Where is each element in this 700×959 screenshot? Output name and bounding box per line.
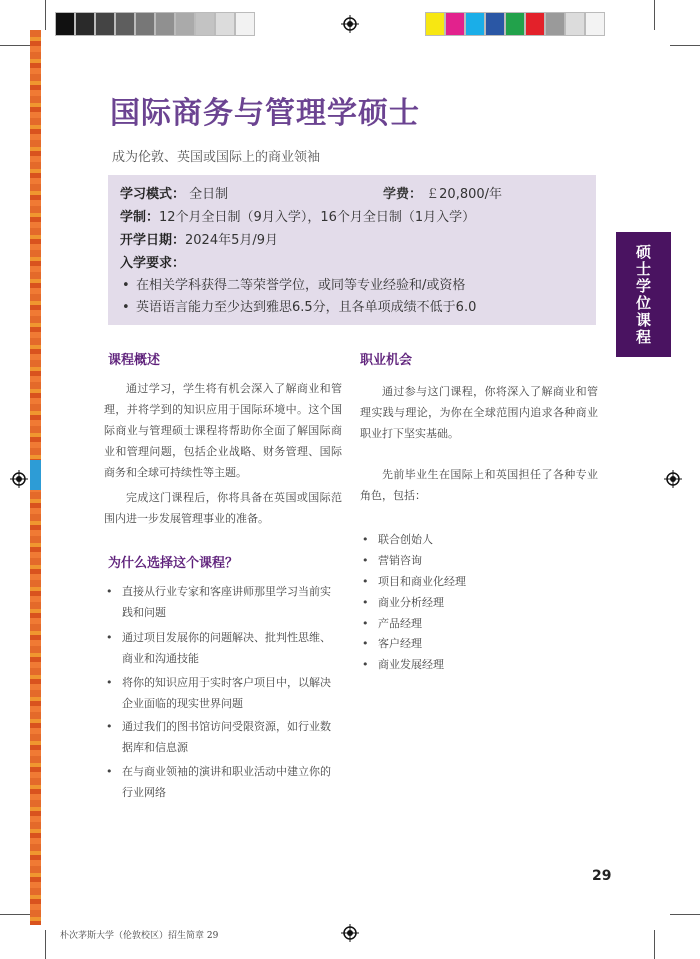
decorative-edge-accent <box>30 460 41 490</box>
why-item: • 在与商业领袖的演讲和职业活动中建立你的行业网络 <box>106 761 340 803</box>
overview-paragraph-2: 完成这门课程后，你将具备在英国或国际范围内进一步发展管理事业的准备。 <box>104 491 342 525</box>
career-role-item: • 产品经理 <box>362 613 592 634</box>
color-swatch <box>115 12 135 36</box>
crop-mark <box>670 45 700 46</box>
crop-mark <box>45 0 46 30</box>
color-swatch <box>425 12 445 36</box>
why-item: • 通过项目发展你的问题解决、批判性思维、商业和沟通技能 <box>106 627 340 669</box>
career-heading: 职业机会 <box>360 353 413 368</box>
color-swatch <box>195 12 215 36</box>
color-swatch <box>585 12 605 36</box>
color-swatch <box>525 12 545 36</box>
fee-row <box>383 183 502 206</box>
color-swatch <box>445 12 465 36</box>
color-swatch <box>485 12 505 36</box>
requirements-label: 入学要求： <box>120 256 186 271</box>
section-side-tab <box>616 232 671 357</box>
start-date-label: 开学日期： <box>120 233 186 248</box>
start-date-value: 2024年5月/9月 <box>185 233 279 248</box>
registration-mark-icon <box>341 924 359 942</box>
career-paragraph-1: 通过参与这门课程，你将深入了解商业和管理实践与理论，为你在全球范围内追求各种商业职业打下坚实基础。 <box>360 385 598 440</box>
color-swatch <box>215 12 235 36</box>
color-swatch <box>175 12 195 36</box>
page-number: 29 <box>592 868 612 884</box>
career-role-item: • 营销咨询 <box>362 550 592 571</box>
start-date-row <box>120 229 584 252</box>
fee-value: ￡20,800/年 <box>426 187 503 202</box>
registration-mark-icon <box>664 470 682 488</box>
why-item: • 直接从行业专家和客座讲师那里学习当前实践和问题 <box>106 581 340 623</box>
why-item: • 通过我们的图书馆访问受限资源，如行业数据库和信息源 <box>106 716 340 758</box>
study-mode-value: 全日制 <box>189 187 229 202</box>
page-subtitle: 成为伦敦、英国或国际上的商业领袖 <box>112 150 321 165</box>
study-mode-row <box>120 183 584 206</box>
study-mode-label: 学习模式： <box>120 187 186 202</box>
career-role-item: • 项目和商业化经理 <box>362 571 592 592</box>
color-swatch <box>55 12 75 36</box>
color-swatch <box>155 12 175 36</box>
overview-paragraph-1: 通过学习，学生将有机会深入了解商业和管理，并将学到的知识应用于国际环境中。这个国际商业与管理硕士课程将帮助你全面了解国际商业和管理问题，包括企业战略、财务管理、国际商务和全球可持续性等主题。 <box>104 382 342 479</box>
color-swatch <box>565 12 585 36</box>
registration-mark-icon <box>10 470 28 488</box>
requirement-item: • 英语语言能力至少达到雅思6.5分，且各单项成绩不低于6.0 <box>120 297 584 319</box>
crop-mark <box>654 930 655 959</box>
color-swatch <box>545 12 565 36</box>
fee-label: 学费： <box>383 187 423 202</box>
side-tab-label: 硕士学位课程 <box>634 243 652 346</box>
overview-heading: 课程概述 <box>108 353 161 368</box>
requirement-item: • 在相关学科获得二等荣誉学位，或同等专业经验和/或资格 <box>120 275 584 297</box>
why-item: • 将你的知识应用于实时客户项目中，以解决企业面临的现实世界问题 <box>106 672 340 714</box>
color-swatch <box>235 12 255 36</box>
color-swatch <box>95 12 115 36</box>
crop-mark <box>45 930 46 959</box>
duration-row <box>120 206 584 229</box>
why-heading: 为什么选择这个课程？ <box>108 556 239 571</box>
crop-mark <box>0 45 30 46</box>
registration-mark-icon <box>341 15 359 33</box>
career-role-item: • 客户经理 <box>362 633 592 654</box>
grayscale-color-bar <box>55 12 255 36</box>
color-swatch <box>505 12 525 36</box>
crop-mark <box>670 914 700 915</box>
course-info-box <box>108 175 596 325</box>
duration-value: 12个月全日制（9月入学），16个月全日制（1月入学） <box>159 210 476 225</box>
career-role-item: • 商业发展经理 <box>362 654 592 675</box>
color-swatch <box>465 12 485 36</box>
page-title: 国际商务与管理学硕士 <box>110 96 420 131</box>
career-role-item: • 联合创始人 <box>362 529 592 550</box>
process-color-bar <box>425 12 605 36</box>
career-role-item: • 商业分析经理 <box>362 592 592 613</box>
page-footer: 朴次茅斯大学（伦敦校区）招生简章 29 <box>60 931 219 941</box>
color-swatch <box>75 12 95 36</box>
crop-mark <box>654 0 655 30</box>
career-paragraph-2: 先前毕业生在国际上和英国担任了各种专业角色，包括： <box>360 468 598 502</box>
crop-mark <box>0 914 30 915</box>
color-swatch <box>135 12 155 36</box>
duration-label: 学制： <box>120 210 160 225</box>
